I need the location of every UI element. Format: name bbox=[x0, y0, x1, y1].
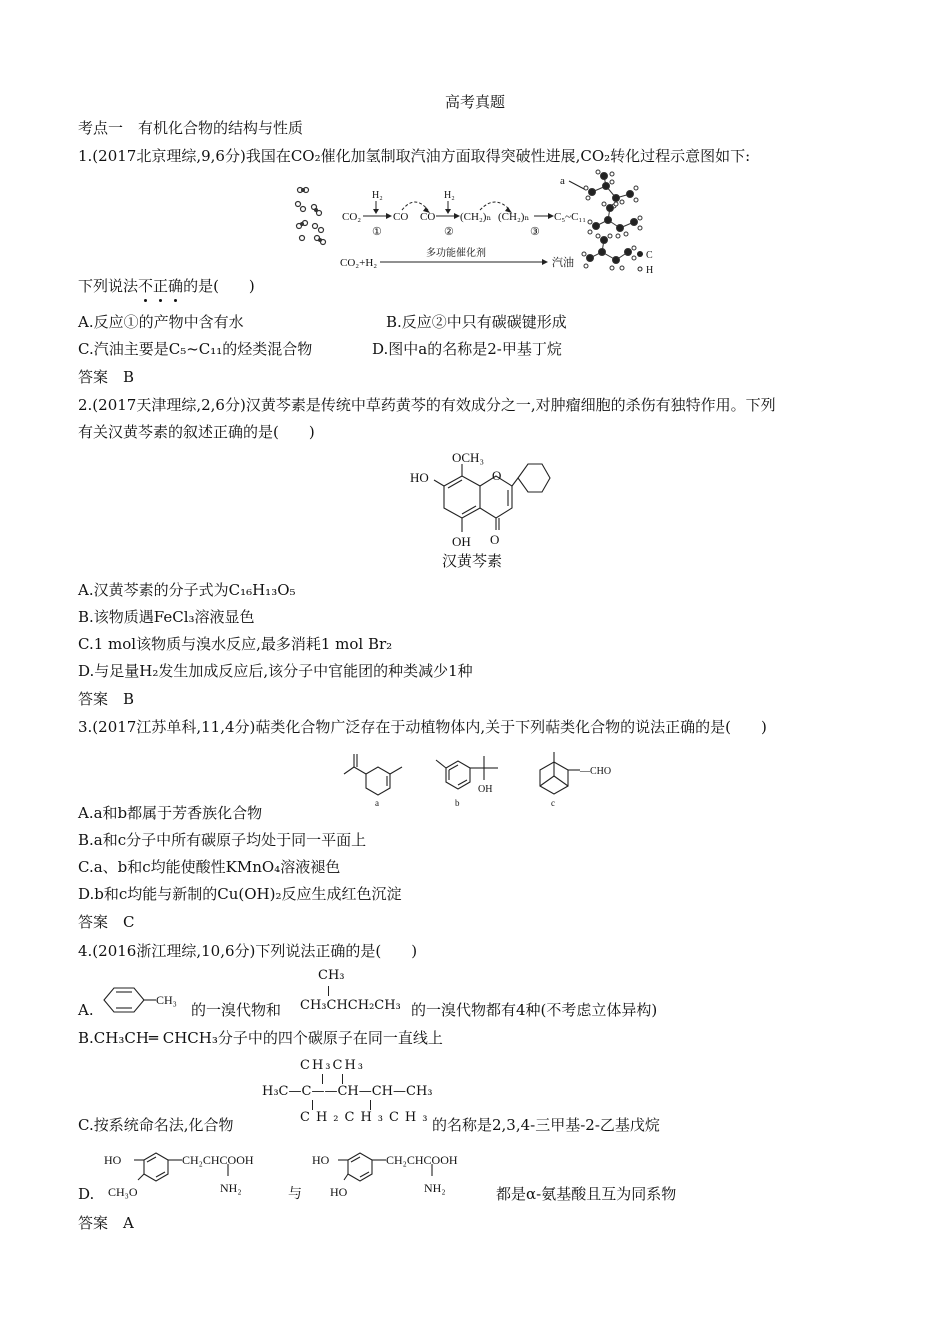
q4-option-c-post: 的名称是2,3,4-三甲基-2-乙基戊烷 bbox=[432, 1116, 660, 1134]
gasoline-label: 汽油 bbox=[552, 257, 574, 269]
q2-option-a: A.汉黄芩素的分子式为C₁₆H₁₃O₅ bbox=[78, 581, 296, 599]
q2-stem-line2: 有关汉黄芩素的叙述正确的是( ) bbox=[78, 423, 315, 441]
oh-label: OH bbox=[478, 784, 493, 795]
isopentane-chain-label: CH₃CHCH₂CH₃ bbox=[300, 998, 401, 1013]
d2-chain-label: CH₂CHCOOH bbox=[386, 1153, 458, 1167]
molecule-a-label: a bbox=[560, 175, 565, 187]
q3-option-b: B.a和c分子中所有碳原子均处于同一平面上 bbox=[78, 831, 367, 849]
q2-stem-line1: 2.(2017天津理综,2,6分)汉黄芩素是传统中草药黄芩的有效成分之一,对肿瘤细胞的杀伤有独特作用。下列 bbox=[78, 396, 776, 414]
co2-molecules-icon bbox=[296, 188, 326, 245]
emph-char-1: 不 bbox=[138, 277, 153, 295]
d2-ho-label: HO bbox=[312, 1153, 330, 1167]
isobutane-branch-label: CH₃ bbox=[318, 968, 345, 983]
page-title: 高考真题 bbox=[444, 93, 505, 111]
ring-oxygen-label: O bbox=[492, 468, 502, 483]
step1-label: ① bbox=[372, 226, 382, 238]
q2-option-b: B.该物质遇FeCl₃溶液显色 bbox=[78, 608, 255, 626]
cho-label: —CHO bbox=[580, 766, 612, 777]
q3-stem: 3.(2017江苏单科,11,4分)萜类化合物广泛存在于动植物体内,关于下列萜类化合物的说法正确的是( ) bbox=[78, 718, 767, 736]
q1-option-a: A.反应①的产物中含有水 bbox=[78, 313, 244, 331]
q2-option-d: D.与足量H₂发生加成反应后,该分子中官能团的种类减少1种 bbox=[78, 662, 473, 680]
co2-label: CO₂ bbox=[342, 211, 362, 223]
c-top-substituents: CH₃CH₃ bbox=[300, 1058, 365, 1073]
wogonin-structure bbox=[404, 446, 554, 574]
emph-char-2: 正 bbox=[153, 277, 168, 295]
co-label-1: CO bbox=[393, 211, 409, 223]
ho-label: HO bbox=[410, 470, 429, 485]
q1-co2-conversion-diagram bbox=[290, 168, 670, 280]
q3-option-c: C.a、b和c均能使酸性KMnO₄溶液褪色 bbox=[78, 858, 341, 876]
compound-c-label: c bbox=[551, 798, 555, 806]
q1-option-d: D.图中a的名称是2-甲基丁烷 bbox=[372, 340, 562, 358]
d2-nh2-label: NH₂ bbox=[424, 1181, 446, 1195]
q1-stem: 1.(2017北京理综,9,6分)我国在CO₂催化加氢制取汽油方面取得突破性进展,CO₂转化过程示意图如下: bbox=[78, 147, 751, 165]
d1-chain-label: CH₂CHCOOH bbox=[182, 1153, 254, 1167]
step2-label: ② bbox=[444, 226, 454, 238]
q4-answer: 答案 A bbox=[78, 1214, 134, 1232]
molecule-c-icon bbox=[582, 234, 636, 270]
och3-label: OCH₃ bbox=[452, 450, 484, 465]
q3-option-d: D.b和c均能与新制的Cu(OH)₂反应生成红色沉淀 bbox=[78, 885, 402, 903]
q1-prompt: 下列说法不 正 确 的是( ) bbox=[78, 276, 255, 296]
d1-nh2-label: NH₂ bbox=[220, 1181, 242, 1195]
ch2n-label-1: (CH₂)ₙ bbox=[460, 211, 492, 223]
d1-ch3o-label: CH₃O bbox=[108, 1185, 138, 1199]
q4-option-a-post: 的一溴代物都有4种(不考虑立体异构) bbox=[411, 1001, 658, 1019]
q1-option-b: B.反应②中只有碳碳键形成 bbox=[386, 313, 567, 331]
q4-option-d-prefix: D. bbox=[78, 1185, 95, 1203]
oh-label: OH bbox=[452, 534, 471, 549]
q4-option-a-mid: 的一溴代物和 bbox=[191, 1001, 282, 1019]
c-main-chain: H₃C—C——CH—CH—CH₃ bbox=[262, 1084, 433, 1099]
co2-h2-label: CO₂+H₂ bbox=[340, 257, 378, 269]
legend-c-label: C bbox=[646, 250, 653, 261]
c5-c11-label: C₅~C₁₁ bbox=[554, 211, 587, 223]
q2-option-c: C.1 mol该物质与溴水反应,最多消耗1 mol Br₂ bbox=[78, 635, 393, 653]
toluene-ch3-label: CH₃ bbox=[156, 993, 177, 1007]
d2-ho-bottom-label: HO bbox=[330, 1185, 348, 1199]
catalyst-label: 多功能催化剂 bbox=[426, 248, 486, 259]
q4-option-c-prefix: C.按系统命名法,化合物 bbox=[78, 1116, 234, 1134]
compound-b-label: b bbox=[455, 798, 460, 806]
legend-carbon-icon bbox=[637, 251, 643, 257]
q4-stem: 4.(2016浙江理综,10,6分)下列说法正确的是( ) bbox=[78, 942, 418, 960]
legend-h-label: H bbox=[646, 265, 654, 276]
amino-acid-structures bbox=[98, 1146, 498, 1206]
q1-option-c: C.汽油主要是C₅~C₁₁的烃类混合物 bbox=[78, 340, 313, 358]
q3-option-a: A.a和b都属于芳香族化合物 bbox=[78, 804, 263, 822]
toluene-structure bbox=[98, 984, 190, 1020]
q3-answer: 答案 C bbox=[78, 913, 135, 931]
terpene-structures bbox=[340, 746, 630, 806]
c-bottom-substituents: CH₂CH₃CH₃ bbox=[300, 1110, 434, 1125]
h2-label-2: H₂ bbox=[444, 190, 455, 201]
emph-char-3: 确 bbox=[168, 277, 183, 295]
q4-option-a-prefix: A. bbox=[78, 1001, 94, 1019]
q1-answer: 答案 B bbox=[78, 368, 135, 386]
q4-option-d-post: 都是α-氨基酸且互为同系物 bbox=[496, 1185, 677, 1203]
co-label-2: CO bbox=[420, 211, 436, 223]
step3-label: ③ bbox=[530, 226, 540, 238]
wogonin-caption: 汉黄芩素 bbox=[442, 554, 503, 570]
section-heading: 考点一 有机化合物的结构与性质 bbox=[78, 119, 304, 137]
branch-bond bbox=[328, 986, 329, 996]
legend-hydrogen-icon bbox=[638, 267, 642, 271]
keto-oxygen-label: O bbox=[490, 532, 500, 547]
compound-a-label: a bbox=[375, 798, 379, 806]
q4-option-b: B.CH₃CH═ CHCH₃分子中的四个碳原子在同一直线上 bbox=[78, 1029, 443, 1047]
ch2n-label-2: (CH₂)ₙ bbox=[498, 211, 530, 223]
molecule-a-icon bbox=[584, 170, 638, 208]
d-and-label: 与 bbox=[288, 1187, 302, 1202]
d1-ho-label: HO bbox=[104, 1153, 122, 1167]
h2-label-1: H₂ bbox=[372, 190, 383, 201]
q2-answer: 答案 B bbox=[78, 690, 135, 708]
